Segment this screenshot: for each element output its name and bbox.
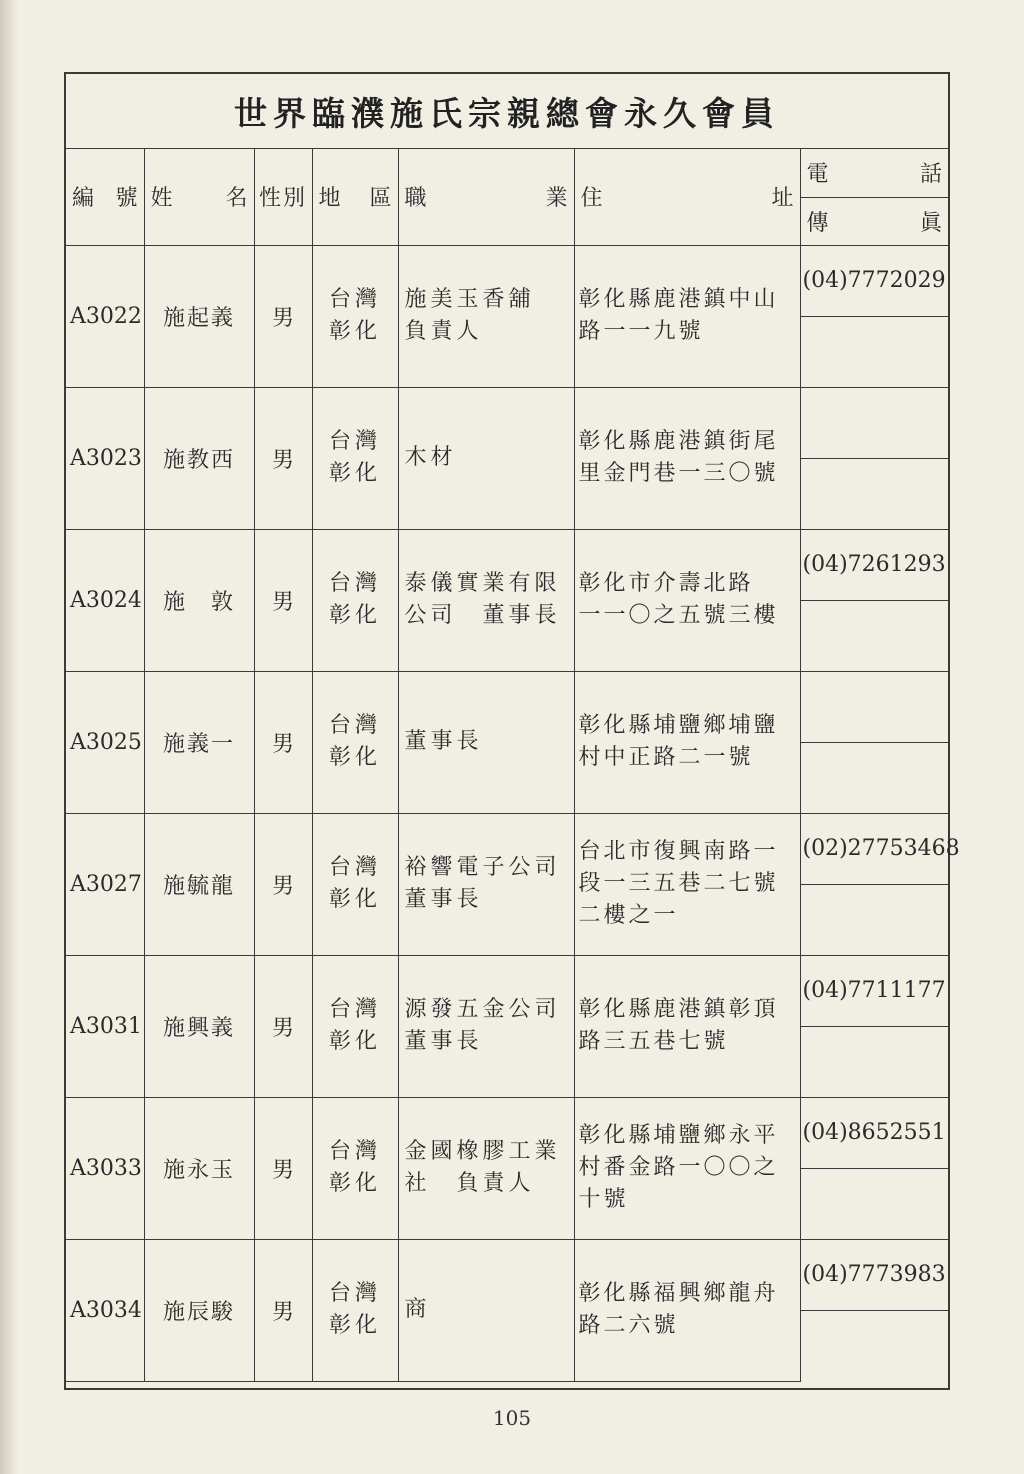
- member-id: A3022: [66, 245, 144, 387]
- member-address: [574, 671, 800, 813]
- member-occupation: [398, 671, 574, 813]
- member-occupation: [398, 813, 574, 955]
- address-line: 路二六號: [578, 1313, 679, 1338]
- occupation-line: 公司 董事長: [404, 603, 561, 628]
- page-title: 世界臨濮施氏宗親總會永久會員: [234, 93, 780, 133]
- occupation-line: 裕響電子公司: [404, 855, 561, 880]
- member-region: [312, 245, 398, 387]
- region-line: 彰化: [328, 887, 381, 912]
- member-fax: [800, 458, 948, 529]
- header-id: 編 號: [66, 149, 144, 245]
- region-line: 台灣: [328, 997, 381, 1022]
- occupation-line: 董事長: [404, 729, 483, 754]
- member-gender: 男: [254, 387, 312, 529]
- header-fax: 傳 眞: [800, 197, 948, 245]
- member-region: [312, 529, 398, 671]
- member-phone: (02)27753468: [800, 813, 948, 884]
- member-phone: (04)7772029: [800, 245, 948, 316]
- member-id: A3034: [66, 1239, 144, 1381]
- member-fax: [800, 884, 948, 955]
- member-id: A3027: [66, 813, 144, 955]
- member-occupation: [398, 387, 574, 529]
- header-address: 住 址: [574, 149, 800, 245]
- region-line: 彰化: [328, 319, 381, 344]
- occupation-line: 施美玉香舖: [404, 287, 535, 312]
- member-name: 施興義: [144, 955, 254, 1097]
- region-line: 彰化: [328, 461, 381, 486]
- member-phone: [800, 387, 948, 458]
- member-address: [574, 1239, 800, 1381]
- member-occupation: [398, 1097, 574, 1239]
- member-gender: 男: [254, 955, 312, 1097]
- member-name: 施 敦: [144, 529, 254, 671]
- member-phone: [800, 671, 948, 742]
- member-address: [574, 387, 800, 529]
- member-name: 施起義: [144, 245, 254, 387]
- address-line: 一一〇之五號三樓: [578, 603, 779, 628]
- address-line: 彰化縣鹿港鎮街尾: [578, 429, 779, 454]
- occupation-line: 源發五金公司: [404, 997, 561, 1022]
- page-edge-shadow: [0, 0, 18, 1474]
- member-phone: (04)7711177: [800, 955, 948, 1026]
- address-line: 里金門巷一三〇號: [578, 461, 779, 486]
- member-fax: [800, 1168, 948, 1239]
- member-occupation: [398, 1239, 574, 1381]
- member-address: [574, 955, 800, 1097]
- member-fax: [800, 1026, 948, 1097]
- member-row: [66, 245, 948, 316]
- region-line: 台灣: [328, 429, 381, 454]
- member-name: 施辰駿: [144, 1239, 254, 1381]
- member-gender: 男: [254, 1239, 312, 1381]
- member-id: A3023: [66, 387, 144, 529]
- address-line: 段一三五巷二七號: [578, 871, 779, 896]
- region-line: 台灣: [328, 713, 381, 738]
- occupation-line: 負責人: [404, 319, 483, 344]
- region-line: 彰化: [328, 603, 381, 628]
- page-number: 105: [492, 1406, 532, 1430]
- member-row: [66, 813, 948, 884]
- address-line: 彰化縣埔鹽鄉埔鹽: [578, 713, 779, 738]
- header-occupation: 職 業: [398, 149, 574, 245]
- member-id: A3033: [66, 1097, 144, 1239]
- address-line: 彰化縣福興鄉龍舟: [578, 1281, 779, 1306]
- member-region: [312, 387, 398, 529]
- member-id: A3024: [66, 529, 144, 671]
- member-row: [66, 1097, 948, 1168]
- region-line: 彰化: [328, 1313, 381, 1338]
- member-name: 施永玉: [144, 1097, 254, 1239]
- member-table-frame: [64, 72, 960, 1390]
- region-line: 台灣: [328, 571, 381, 596]
- member-occupation: [398, 245, 574, 387]
- member-phone: (04)7773983: [800, 1239, 948, 1310]
- address-line: 彰化縣鹿港鎮中山: [578, 287, 779, 312]
- occupation-line: 商: [404, 1297, 431, 1322]
- occupation-line: 董事長: [404, 1029, 483, 1054]
- address-line: 彰化縣埔鹽鄉永平: [578, 1123, 779, 1148]
- member-phone: (04)7261293: [800, 529, 948, 600]
- address-line: 村中正路二一號: [578, 745, 754, 770]
- header-gender: 性別: [254, 149, 312, 245]
- occupation-line: 金國橡膠工業: [404, 1139, 561, 1164]
- address-line: 彰化市介壽北路: [578, 571, 754, 596]
- region-line: 台灣: [328, 287, 381, 312]
- header-phone: 電 話: [800, 149, 948, 197]
- address-line: 十號: [578, 1187, 629, 1212]
- member-table: [66, 149, 960, 1382]
- member-phone: (04)8652551: [800, 1097, 948, 1168]
- member-gender: 男: [254, 1097, 312, 1239]
- header-name: 姓 名: [144, 149, 254, 245]
- member-fax: [800, 1310, 948, 1381]
- address-line: 村番金路一〇〇之: [578, 1155, 779, 1180]
- member-fax: [800, 600, 948, 671]
- address-line: 二樓之一: [578, 903, 679, 928]
- member-region: [312, 955, 398, 1097]
- region-line: 彰化: [328, 745, 381, 770]
- member-gender: 男: [254, 529, 312, 671]
- address-line: 彰化縣鹿港鎮彰頂: [578, 997, 779, 1022]
- member-id: A3031: [66, 955, 144, 1097]
- title-band: [66, 74, 948, 149]
- address-line: 路三五巷七號: [578, 1029, 729, 1054]
- member-gender: 男: [254, 671, 312, 813]
- member-region: [312, 1239, 398, 1381]
- occupation-line: 泰儀實業有限: [404, 571, 561, 596]
- member-gender: 男: [254, 245, 312, 387]
- occupation-line: 董事長: [404, 887, 483, 912]
- region-line: 彰化: [328, 1029, 381, 1054]
- header-region: 地 區: [312, 149, 398, 245]
- region-line: 台灣: [328, 1281, 381, 1306]
- region-line: 台灣: [328, 855, 381, 880]
- member-row: [66, 955, 948, 1026]
- member-name: 施教西: [144, 387, 254, 529]
- member-region: [312, 813, 398, 955]
- member-occupation: [398, 529, 574, 671]
- region-line: 彰化: [328, 1171, 381, 1196]
- occupation-line: 社 負責人: [404, 1171, 535, 1196]
- member-address: [574, 529, 800, 671]
- member-fax: [800, 742, 948, 813]
- address-line: 路一一九號: [578, 319, 704, 344]
- member-address: [574, 245, 800, 387]
- member-address: [574, 1097, 800, 1239]
- member-name: 施毓龍: [144, 813, 254, 955]
- member-name: 施義一: [144, 671, 254, 813]
- member-fax: [800, 316, 948, 387]
- address-line: 台北市復興南路一: [578, 839, 779, 864]
- occupation-line: 木材: [404, 445, 457, 470]
- header-row: [66, 149, 948, 197]
- member-id: A3025: [66, 671, 144, 813]
- region-line: 台灣: [328, 1139, 381, 1164]
- member-region: [312, 1097, 398, 1239]
- member-occupation: [398, 955, 574, 1097]
- member-gender: 男: [254, 813, 312, 955]
- member-row: [66, 529, 948, 600]
- member-row: [66, 671, 948, 742]
- member-address: [574, 813, 800, 955]
- member-row: [66, 1239, 948, 1310]
- member-row: [66, 387, 948, 458]
- member-region: [312, 671, 398, 813]
